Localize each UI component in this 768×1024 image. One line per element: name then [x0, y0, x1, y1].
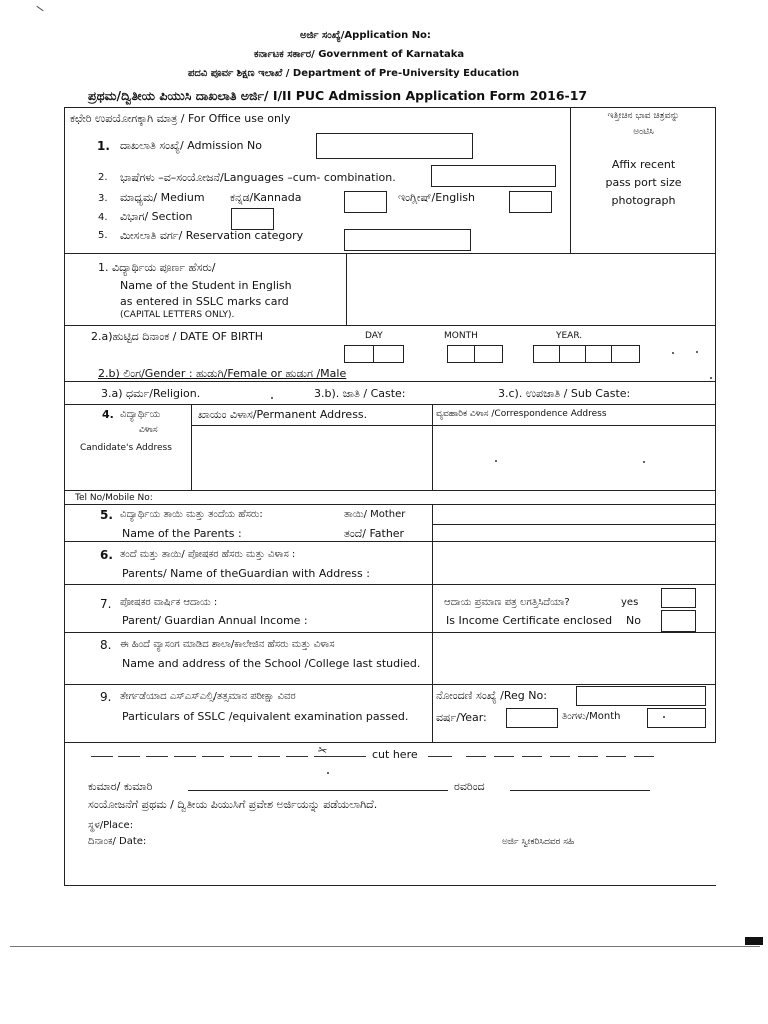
from-label: ರವರಿಂದ	[454, 780, 485, 793]
application-no-label: ಅರ್ಜಿ ಸಂಖ್ಯೆ/Application No:	[300, 30, 431, 41]
government-label: ಕರ್ನಾಟಕ ಸರ್ಕಾರ/ Government of Karnataka	[254, 49, 465, 60]
guardian-kn-label: ತಂದೆ ಮತ್ತು ತಾಯಿ/ ಪೋಷಕರ ಹೆಸರು ಮತ್ತು ವಿಳಾಸ :	[120, 549, 296, 560]
sslc-num: 9.	[100, 690, 112, 704]
father-name-field[interactable]	[434, 526, 714, 540]
candidate-address-kn1: ವಿದ್ಯಾರ್ಥಿಯ	[120, 409, 161, 420]
office-item-num: 4.	[98, 212, 108, 223]
scan-page-edge	[10, 946, 760, 947]
dob-month-label: MONTH	[444, 331, 478, 341]
cut-here-label: cut here	[372, 748, 418, 761]
kannada-medium-checkbox[interactable]	[344, 191, 387, 213]
scan-mark	[36, 6, 43, 11]
gender-label: 2.b) ಲಿಂಗ/Gender : ಹುಡುಗಿ/Female or ಹುಡುಗ /Male	[98, 367, 347, 380]
income-num: 7.	[100, 597, 112, 611]
place-label: ಸ್ಥಳ/Place:	[88, 820, 134, 831]
income-en-label: Parent/ Guardian Annual Income :	[122, 614, 308, 627]
student-name-line[interactable]	[188, 790, 448, 791]
student-name-kn: 1. ವಿದ್ಯಾರ್ಥಿಯ ಪೂರ್ಣ ಹೆಸರು/	[98, 261, 216, 274]
office-item-num: 3.	[98, 193, 108, 204]
photo-text-line2: pass port size	[605, 176, 682, 189]
income-yes-checkbox[interactable]	[661, 588, 696, 608]
student-name-en2: as entered in SSLC marks card	[120, 295, 289, 308]
kumar-label: ಕುಮಾರ/ ಕುಮಾರಿ	[88, 780, 153, 793]
languages-field[interactable]	[431, 165, 556, 187]
english-medium-label: ಇಂಗ್ಲೀಷ್/English	[398, 191, 475, 204]
admission-no-label: ದಾಖಲಾತಿ ಸಂಖ್ಯೆ/ Admission No	[120, 139, 262, 152]
reservation-label: ಮೀಸಲಾತಿ ವರ್ಗ/ Reservation category	[120, 229, 304, 242]
photo-text-line1: Affix recent	[611, 158, 676, 171]
date-label: ದಿನಾಂಕ/ Date:	[88, 836, 147, 847]
dob-day-digit-2[interactable]	[373, 345, 404, 363]
mother-label: ತಾಯಿ/ Mother	[344, 509, 406, 520]
guardian-en-label: Parents/ Name of theGuardian with Address :	[122, 567, 370, 580]
medium-label: ಮಾಧ್ಯಮ/ Medium	[120, 191, 205, 204]
income-cert-en-label: Is Income Certificate enclosed	[446, 614, 613, 627]
guardian-num: 6.	[100, 548, 113, 562]
photo-kannada-line1: ಇತ್ತೀಚಿನ ಭಾವ ಚಿತ್ರವನ್ನು	[607, 111, 680, 121]
income-cert-kn-label: ಆದಾಯ ಪ್ರಮಾಣ ಪತ್ರ ಲಗತ್ತಿಸಿದೆಯಾ?	[444, 597, 570, 608]
permanent-address-label: ಖಾಯಂ ವಿಳಾಸ/Permanent Address.	[198, 408, 368, 421]
reservation-field[interactable]	[344, 229, 471, 251]
school-num: 8.	[100, 638, 112, 652]
school-en-label: Name and address of the School /College last studied.	[122, 657, 421, 670]
sslc-reg-field[interactable]	[576, 686, 706, 706]
dob-month-digit-1[interactable]	[447, 345, 476, 363]
dob-year-digit-3[interactable]	[585, 345, 613, 363]
sslc-reg-label: ನೋಂದಣಿ ಸಂಖ್ಯೆ /Reg No:	[436, 689, 547, 702]
parents-kn-label: ವಿದ್ಯಾರ್ಥಿಯ ತಾಯಿ ಮತ್ತು ತಂದೆಯ ಹೆಸರು:	[120, 509, 263, 520]
section-label: ವಿಭಾಗ/ Section	[120, 210, 193, 223]
income-no-label: No	[626, 614, 641, 627]
sslc-year-label: ವರ್ಷ/Year:	[436, 711, 487, 724]
kannada-medium-label: ಕನ್ನಡ/Kannada	[230, 191, 302, 204]
mother-name-field[interactable]	[434, 506, 714, 523]
form-title: ಪ್ರಥಮ/ದ್ವಿತೀಯ ಪಿಯುಸಿ ದಾಖಲಾತಿ ಅರ್ಜಿ/ I/II PUC Admission Application Form 2016-17	[88, 88, 588, 103]
correspondence-address-field[interactable]	[434, 427, 714, 489]
department-label: ಪದವಿ ಪೂರ್ವ ಶಿಕ್ಷಣ ಇಲಾಖೆ / Department of Pre-University Education	[188, 68, 520, 79]
sslc-month-field[interactable]	[647, 708, 706, 728]
tel-label: Tel No/Mobile No:	[75, 493, 153, 503]
parents-en-label: Name of the Parents :	[122, 527, 242, 540]
subcaste-label: 3.c). ಉಪಜಾತಿ / Sub Caste:	[498, 387, 631, 400]
father-label: ತಂದೆ/ Father	[344, 527, 405, 540]
dob-year-digit-2[interactable]	[559, 345, 587, 363]
from-line[interactable]	[510, 790, 650, 791]
languages-label: ಭಾಷೆಗಳು –ವ–ಸಂಯೋಜನೆ/Languages –cum- combination.	[120, 171, 396, 184]
admission-no-field[interactable]	[316, 133, 473, 159]
income-kn-label: ಪೋಷಕರ ವಾರ್ಷಿಕ ಆದಾಯ :	[120, 597, 218, 608]
dob-day-digit-1[interactable]	[344, 345, 375, 363]
guardian-field[interactable]	[434, 543, 714, 583]
scan-mark	[745, 937, 763, 945]
income-yes-label: yes	[621, 597, 639, 608]
dob-month-digit-2[interactable]	[474, 345, 503, 363]
sslc-kn-label: ತೇರ್ಗಡೆಯಾದ ಎಸ್ಎಸ್ಎಲ್ಸಿ/ತತ್ಸಮಾನ ಪರೀಕ್ಷಾ ವಿವರ	[120, 691, 296, 702]
religion-label: 3.a) ಧರ್ಮ/Religion.	[101, 387, 201, 400]
office-item-num: 2.	[98, 172, 108, 183]
section-field[interactable]	[231, 208, 274, 230]
student-name-field[interactable]	[348, 255, 714, 323]
school-kn-label: ಈ ಹಿಂದೆ ವ್ಯಾಸಂಗ ಮಾಡಿದ ಶಾಲಾ/ಕಾಲೇಜಿನ ಹೆಸರು ಮತ್ತು ವಿಳಾಸ	[120, 639, 335, 650]
school-field[interactable]	[434, 634, 714, 683]
photo-kannada-line2: ಅಂಟಿಸಿ	[633, 127, 654, 137]
received-text: ಸಂಯೋಜನೆಗೆ ಪ್ರಥಮ / ದ್ವಿತೀಯ ಪಿಯುಸಿಗೆ ಪ್ರವೇಶ ಅರ್ಜಿಯನ್ನು ಪಡೆಯಲಾಗಿದೆ.	[88, 798, 378, 811]
permanent-address-field[interactable]	[193, 427, 431, 489]
signature-label: ಅರ್ಜಿ ಸ್ವೀಕರಿಸಿದವರ ಸಹಿ	[502, 837, 575, 847]
candidate-address-kn2: ವಿಳಾಸ	[139, 425, 158, 435]
photo-text-line3: photograph	[611, 194, 676, 207]
caste-label: 3.b). ಜಾತಿ / Caste:	[314, 387, 406, 400]
candidate-address-en: Candidate's Address	[80, 443, 172, 453]
parents-num: 5.	[100, 508, 113, 522]
student-name-en3: (CAPITAL LETTERS ONLY).	[120, 310, 235, 320]
dob-day-label: DAY	[365, 331, 383, 341]
address-num: 4.	[102, 408, 114, 421]
dob-year-label: YEAR.	[556, 331, 583, 341]
office-use-label: ಕಛೇರಿ ಉಪಯೋಗಕ್ಕಾಗಿ ಮಾತ್ರ / For Office use only	[70, 112, 291, 125]
sslc-year-field[interactable]	[506, 708, 558, 728]
english-medium-checkbox[interactable]	[509, 191, 552, 213]
scissors-icon: ✂	[316, 743, 329, 758]
office-item-num: 5.	[98, 230, 108, 241]
office-item-num: 1.	[97, 139, 110, 153]
student-name-en1: Name of the Student in English	[120, 279, 292, 292]
correspondence-address-label: ವ್ಯವಹಾರಿಕ ವಿಳಾಸ /Correspondence Address	[436, 409, 607, 419]
income-no-checkbox[interactable]	[661, 610, 696, 632]
dob-year-digit-1[interactable]	[533, 345, 561, 363]
dob-year-digit-4[interactable]	[611, 345, 640, 363]
sslc-en-label: Particulars of SSLC /equivalent examination passed.	[122, 710, 409, 723]
sslc-month-label: ತಿಂಗಳು/Month	[562, 711, 621, 722]
dob-label: 2.a)ಹುಟ್ಟಿದ ದಿನಾಂಕ / DATE OF BIRTH	[91, 330, 264, 343]
